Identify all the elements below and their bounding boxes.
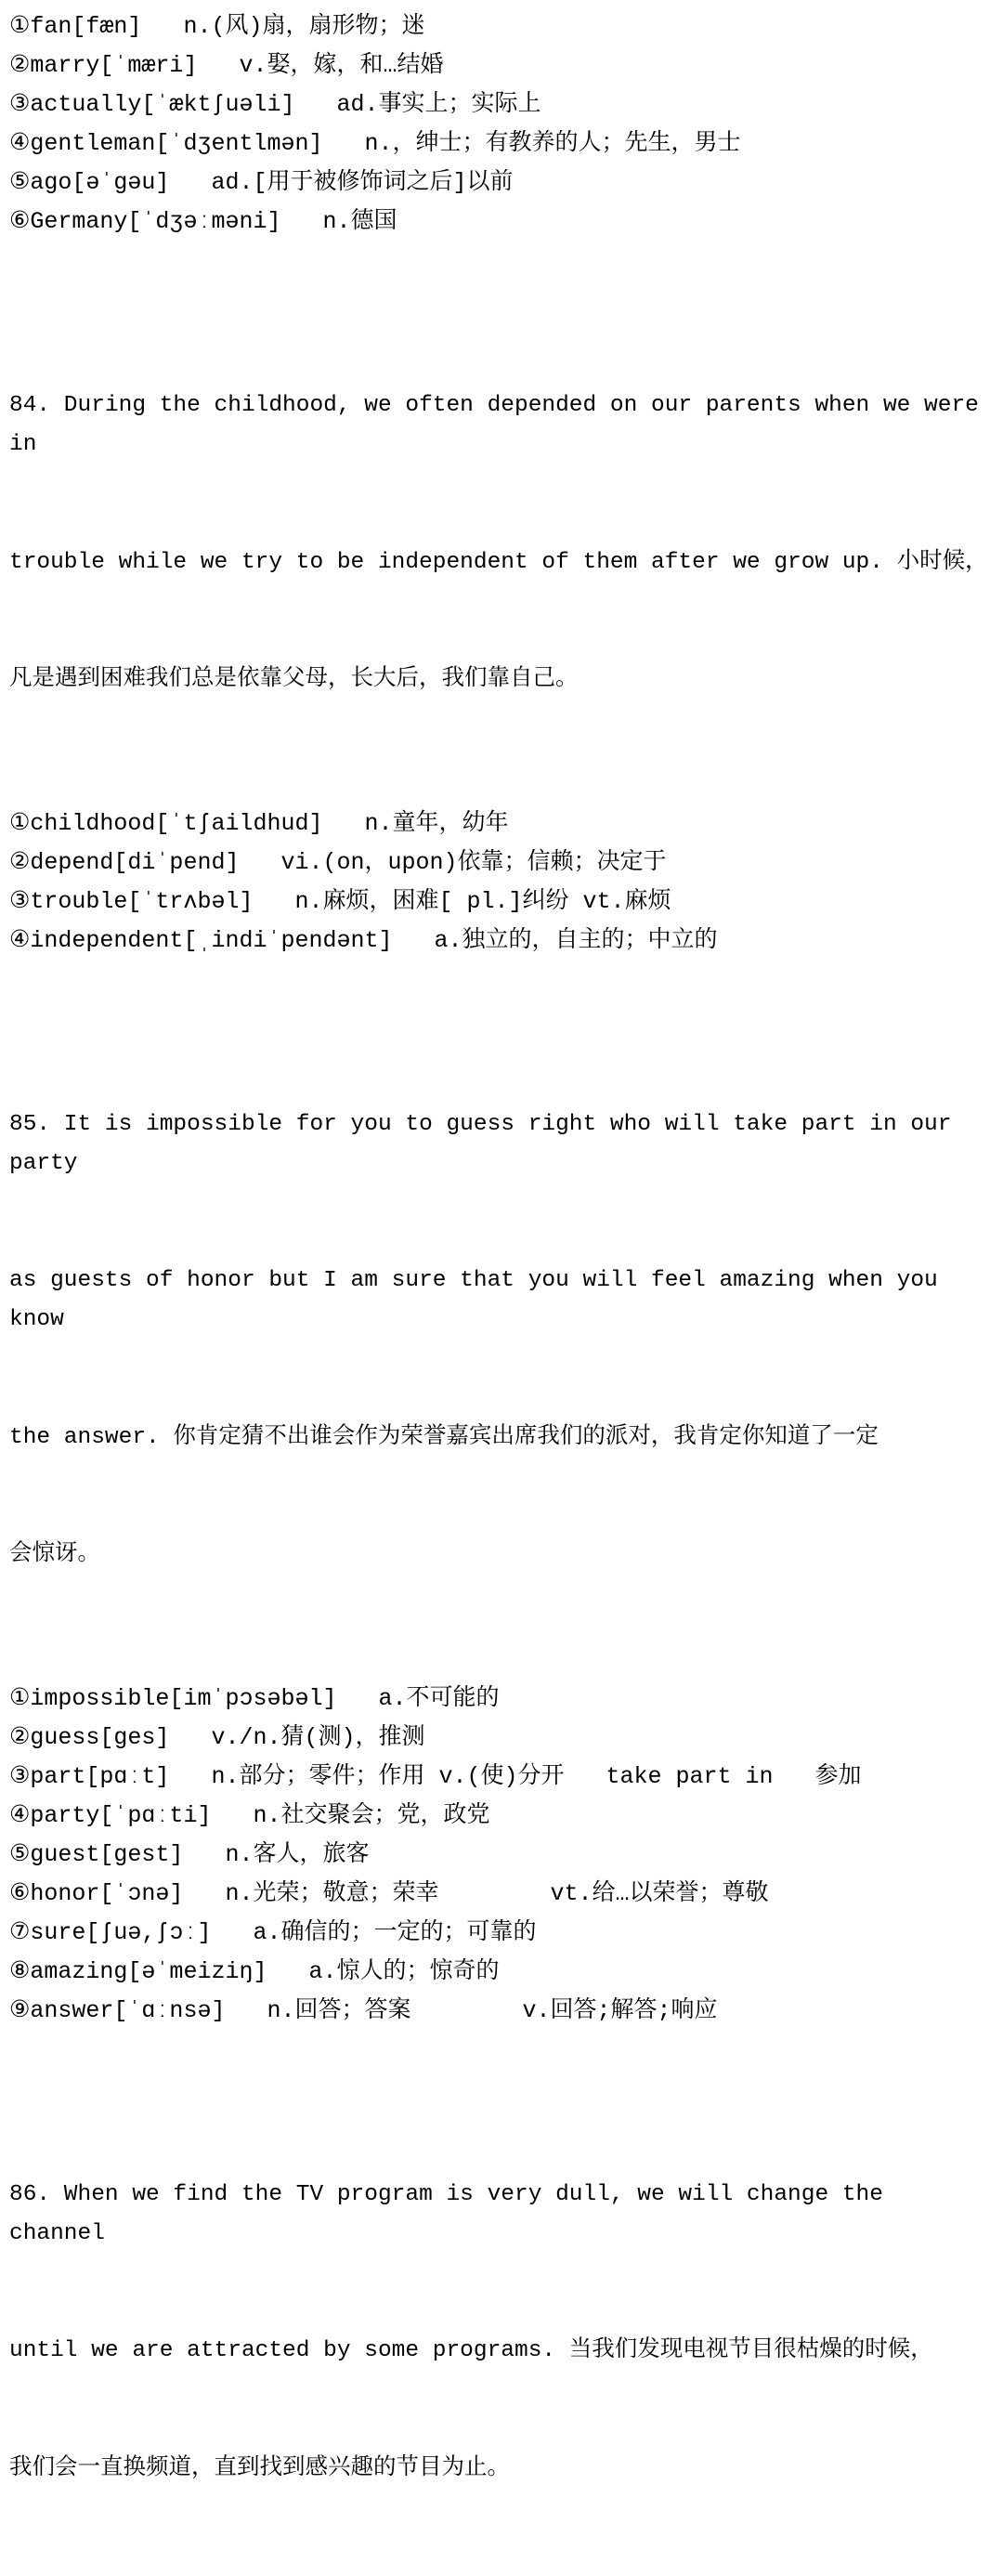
vocab-entry: ⑤ago[əˈgəu] ad.[用于被修饰词之后]以前 [9,169,514,196]
vocab-list-83 [9,7,988,242]
vocab-entry: ①impossible[imˈpɔsəbəl] a.不可能的 [9,1684,500,1712]
sentence-block [9,308,993,778]
sentence-line: trouble while we try to be independent of them after we grow up. 小时候， [9,549,988,575]
vocab-entry: ③actually[ˈæktʃuəli] ad.事实上；实际上 [9,91,541,118]
vocab-entry: ③trouble[ˈtrʌbəl] n.麻烦，困难[ pl.]纠纷 vt.麻烦 [9,887,671,915]
vocab-entry: ⑥honor[ˈɔnə] n.光荣；敬意；荣幸 vt.给…以荣誉；尊敬 [9,1879,769,1907]
vocab-entry: ⑦sure[ʃuə,ʃɔː] a.确信的；一定的；可靠的 [9,1918,537,1946]
vocab-list-85 [9,1680,988,2031]
vocab-entry: ②marry[ˈmæri] v.娶，嫁，和…结婚 [9,52,444,79]
sentence-line: 84. During the childhood, we often depended on our parents when we were in [9,393,993,458]
sentence-line: 我们会一直换频道，直到找到感兴趣的节目为止。 [9,2455,510,2481]
item-86 [9,2098,988,2568]
item-85 [9,1027,988,2031]
item-84 [9,308,993,961]
vocab-entry: ③part[pɑːt] n.部分；零件；作用 v.(使)分开 take part in 参加 [9,1762,862,1790]
vocab-entry: ①childhood[ˈtʃaildhud] n.童年，幼年 [9,809,509,837]
sentence-line: 86. When we find the TV program is very dull, we will change the channel [9,2181,897,2246]
vocab-entry: ④party[ˈpɑːti] n.社交聚会；党，政党 [9,1801,490,1829]
vocab-entry: ①fan[fæn] n.(风)扇，扇形物；迷 [9,13,425,40]
sentence-line: 凡是遇到困难我们总是依靠父母，长大后，我们靠自己。 [9,667,579,693]
vocab-entry: ⑧amazing[əˈmeiziŋ] a.惊人的；惊奇的 [9,1957,500,1985]
sentence-block [9,2098,988,2568]
vocab-entry: ②guess[ges] v./n.猜(测)，推测 [9,1723,425,1751]
sentence-line: 会惊讶。 [9,1542,100,1568]
spacer [9,242,988,308]
spacer [9,778,988,803]
vocab-entry: ④gentleman[ˈdʒentlmən] n.，绅士；有教养的人；先生，男士 [9,130,741,157]
sentence-line: the answer. 你肯定猜不出谁会作为荣誉嘉宾出席我们的派对，我肯定你知道了一定 [9,1424,879,1450]
vocab-entry: ⑥Germany[ˈdʒəːməni] n.德国 [9,208,397,235]
vocab-entry: ⑤guest[gest] n.客人，旅客 [9,1840,370,1868]
sentence-block [9,1027,988,1654]
sentence-line: until we are attracted by some programs. 当我们发现电视节目很枯燥的时候， [9,2338,933,2364]
vocab-list-84 [9,804,988,961]
vocab-entry: ②depend[diˈpend] vi.(on，upon)依靠；信赖；决定于 [9,848,667,876]
sentence-line: as guests of honor but I am sure that you will feel amazing when you know [9,1268,952,1333]
spacer [9,1654,988,1678]
sentence-line: 85. It is impossible for you to guess right who will take part in our party [9,1111,966,1176]
spacer [9,2031,988,2098]
spacer [9,961,988,1027]
vocab-entry: ④independent[ˌindiˈpendənt] a.独立的，自主的；中立的 [9,926,718,954]
vocab-entry: ⑨answer[ˈɑːnsə] n.回答；答案 v.回答;解答;响应 [9,1996,718,2024]
